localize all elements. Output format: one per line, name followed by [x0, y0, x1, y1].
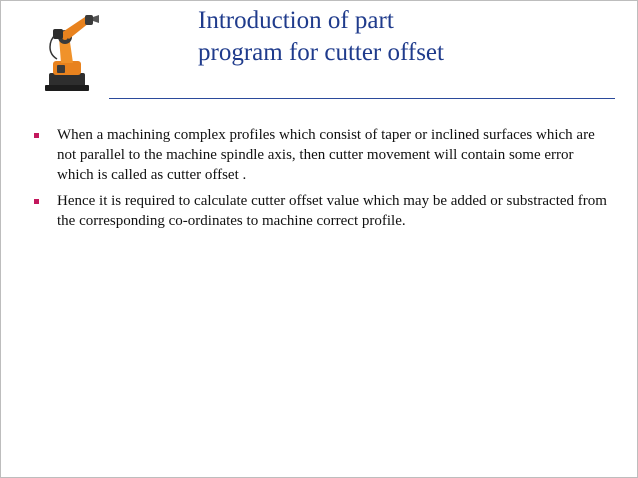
bullet-list: [31, 125, 611, 237]
bullet-text: Hence it is required to calculate cutter offset value which may be added or substracted from the corresponding co-ordinates to machine correct profile.: [57, 193, 607, 229]
bullet-item: [31, 191, 611, 231]
bullet-item: [31, 125, 611, 185]
industrial-robot-arm-icon: [35, 9, 103, 93]
slide-title-line-1: Introduction of part: [198, 7, 394, 34]
title-divider: [109, 98, 615, 99]
square-bullet-icon: [34, 199, 39, 204]
bullet-text: When a machining complex profiles which consist of taper or inclined surfaces which are not parallel to the machine spindle axis, then cutter movement will contain some error which is called as cutter offset .: [57, 127, 595, 183]
slide-title-line-2: program for cutter offset: [198, 39, 444, 66]
square-bullet-icon: [34, 133, 39, 138]
slide-title: [198, 5, 598, 69]
